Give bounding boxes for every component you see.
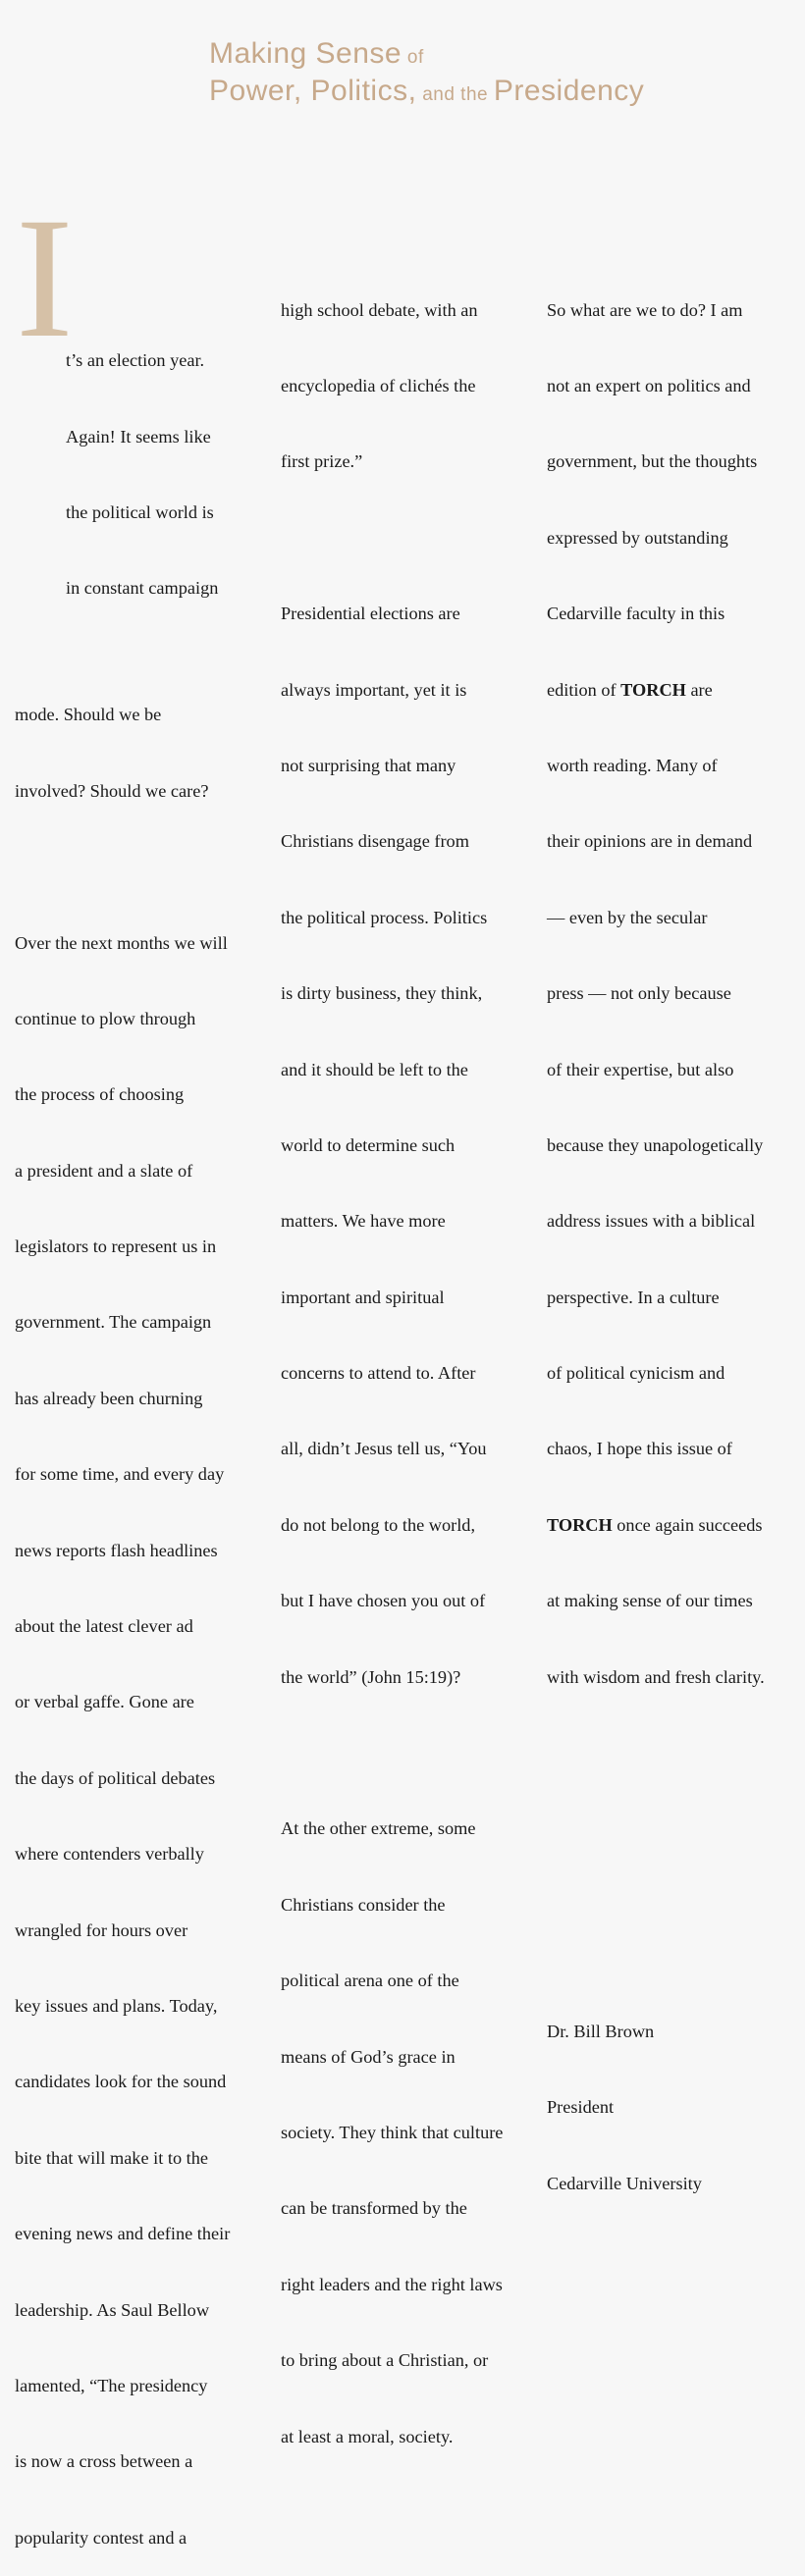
text-line: matters. We have more [281,1211,446,1232]
text-line: expressed by outstanding [547,527,728,548]
title-line-1: Making Sense of [209,37,424,70]
text-line: for some time, and every day [15,1464,225,1485]
text-line: Christians disengage from [281,831,469,852]
text-line: always important, yet it is [281,679,467,700]
text-line: So what are we to do? I am [547,299,743,320]
text-line: chaos, I hope this issue of [547,1439,732,1459]
text-line: first prize.” [281,451,363,472]
text-line: all, didn’t Jesus tell us, “You [281,1439,487,1459]
paragraph-gap [281,526,534,552]
text-line: but I have chosen you out of [281,1591,486,1611]
text-line: government. The campaign [15,1312,212,1333]
text-line: society. They think that culture [281,2122,504,2142]
text-line: important and spiritual [281,1287,445,1307]
text-line: Presidential elections are [281,604,460,624]
text-line: not an expert on politics and [547,375,751,395]
text-line: at making sense of our times [547,1591,753,1611]
text-line: popularity contest and a [15,2527,188,2548]
text-line: involved? Should we care? [15,780,209,801]
text-line: because they unapologetically [547,1134,764,1155]
text-line: — even by the secular [547,907,708,927]
text-line: government, but the thoughts [547,451,758,472]
paragraph-gap [547,1893,802,1919]
text-line: lamented, “The presidency [15,2375,208,2395]
text-line: the political process. Politics [281,907,488,927]
column-3 [547,247,802,2273]
column-1 [15,247,265,2576]
text-line: the world” (John 15:19)? [281,1666,461,1687]
text-line: do not belong to the world, [281,1514,476,1535]
text-line: edition of TORCH are [547,679,713,700]
col1-indented-lines [15,298,265,653]
text-line: key issues and plans. Today, [15,1995,218,2016]
signature-title: President [547,2097,615,2118]
text-line: candidates look for the sound [15,2072,227,2092]
paragraph-gap [547,1816,802,1842]
text-line: their opinions are in demand [547,831,753,852]
signature-block [547,1969,802,2247]
column-2 [281,247,534,2475]
text-line: is dirty business, they think, [281,983,483,1004]
text-line: t’s an election year. [66,350,205,371]
text-line: right leaders and the right laws [281,2274,503,2294]
text-line: has already been churning [15,1388,203,1408]
text-line: about the latest clever ad [15,1616,193,1637]
text-line: and it should be left to the [281,1059,468,1079]
text-line: address issues with a biblical [547,1211,756,1232]
text-line: where contenders verbally [15,1844,204,1865]
text-line: or verbal gaffe. Gone are [15,1692,194,1712]
text-line: to bring about a Christian, or [281,2350,489,2371]
text-line: Christians consider the [281,1894,446,1915]
article-title [209,37,644,112]
text-line: of their expertise, but also [547,1059,734,1079]
text-line: world to determine such [281,1134,456,1155]
signature-name: Dr. Bill Brown [547,2021,655,2041]
text-line: evening news and define their [15,2224,231,2244]
text-line: TORCH once again succeeds [547,1514,763,1535]
text-line: perspective. In a culture [547,1287,720,1307]
text-line: worth reading. Many of [547,755,718,775]
text-line: bite that will make it to the [15,2147,208,2168]
text-line: wrangled for hours over [15,1919,188,1940]
text-line: of political cynicism and [547,1363,725,1384]
signature-institution: Cedarville University [547,2173,702,2193]
text-line: Again! It seems like [66,426,211,447]
text-line: leadership. As Saul Bellow [15,2299,210,2320]
text-line: At the other extreme, some [281,1818,476,1839]
paragraph-gap [15,855,265,880]
text-line: with wisdom and fresh clarity. [547,1666,765,1687]
text-line: at least a moral, society. [281,2426,454,2446]
torch-magazine-name: TORCH [620,679,686,700]
text-line: political arena one of the [281,1971,459,1991]
torch-magazine-name: TORCH [547,1514,613,1535]
text-line: legislators to represent us in [15,1236,217,1257]
text-line: is now a cross between a [15,2451,193,2472]
text-line: concerns to attend to. After [281,1363,476,1384]
text-line: high school debate, with an [281,299,478,320]
drop-cap: I [16,183,74,374]
text-line: in constant campaign [66,578,219,599]
text-line: Cedarville faculty in this [547,604,725,624]
text-line: Over the next months we will [15,932,228,953]
text-line: mode. Should we be [15,705,162,725]
text-line: news reports flash headlines [15,1540,218,1560]
paragraph-gap [547,1741,802,1766]
text-line: not surprising that many [281,755,456,775]
title-line-2: Power, Politics, and the Presidency [209,75,645,107]
text-line: a president and a slate of [15,1160,193,1181]
text-line: the process of choosing [15,1084,185,1105]
text-line: can be transformed by the [281,2198,467,2219]
text-line: continue to plow through [15,1008,196,1028]
text-line: means of God’s grace in [281,2046,456,2067]
paragraph-gap [281,1741,534,1766]
text-line: encyclopedia of clichés the [281,375,476,395]
text-line: the political world is [66,501,214,522]
text-line: the days of political debates [15,1767,216,1788]
text-line: press — not only because [547,983,731,1004]
